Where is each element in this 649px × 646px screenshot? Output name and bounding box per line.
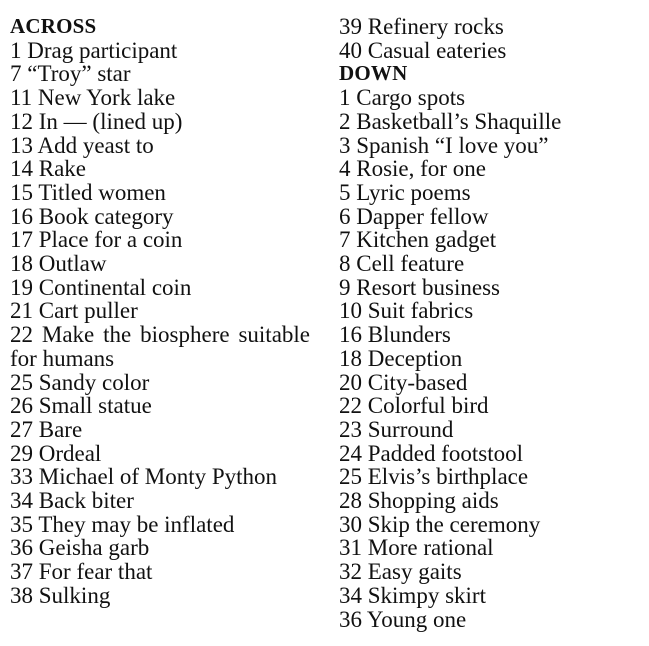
down-clue: 4 Rosie, for one xyxy=(339,156,486,182)
across-clue: 26 Small statue xyxy=(10,393,152,419)
across-clue: 22 Make the biosphere suitable for humans xyxy=(10,322,310,371)
down-clue: 25 Elvis’s birthplace xyxy=(339,464,529,490)
across-clue: 29 Ordeal xyxy=(10,440,102,466)
across-clue: 12 In — (lined up) xyxy=(10,108,183,134)
across-clue: 27 Bare xyxy=(10,416,83,442)
across-clue: 40 Casual eateries xyxy=(339,37,507,63)
down-clue: 32 Easy gaits xyxy=(339,559,462,585)
across-clue: 18 Outlaw xyxy=(10,251,107,277)
across-clue: 16 Book category xyxy=(10,203,174,229)
down-clue: 18 Deception xyxy=(339,345,463,371)
down-clue: 23 Surround xyxy=(339,416,454,442)
across-clue: 1 Drag participant xyxy=(10,37,178,63)
across-clue: 21 Cart puller xyxy=(10,298,138,324)
down-clue: 16 Blunders xyxy=(339,322,451,348)
right-column xyxy=(339,15,639,631)
across-clue: 7 “Troy” star xyxy=(10,61,131,87)
down-clue: 20 City-based xyxy=(339,369,468,395)
down-clue: 24 Padded footstool xyxy=(339,440,523,466)
down-clue: 22 Colorful bird xyxy=(339,393,489,419)
down-clue: 36 Young one xyxy=(339,606,467,632)
across-clue: 38 Sulking xyxy=(10,582,111,608)
down-clue: 5 Lyric poems xyxy=(339,179,471,205)
down-clue: 28 Shopping aids xyxy=(339,488,499,514)
across-clue: 25 Sandy color xyxy=(10,369,150,395)
across-clue: 11 New York lake xyxy=(10,85,176,111)
left-column xyxy=(10,15,310,608)
across-clue: 13 Add yeast to xyxy=(10,132,154,158)
across-clue: 33 Michael of Monty Python xyxy=(10,464,278,490)
down-clue: 10 Suit fabrics xyxy=(339,298,474,324)
down-clue: 3 Spanish “I love you” xyxy=(339,132,549,158)
across-clue: 34 Back biter xyxy=(10,488,134,514)
down-heading: DOWN xyxy=(339,61,408,86)
across-heading: ACROSS xyxy=(10,14,97,38)
across-clue: 39 Refinery rocks xyxy=(339,14,504,39)
down-clue: 2 Basketball’s Shaquille xyxy=(339,108,562,134)
across-clue: 19 Continental coin xyxy=(10,274,192,300)
down-clue: 30 Skip the ceremony xyxy=(339,511,541,537)
across-clue: 15 Titled women xyxy=(10,179,166,205)
across-clue: 14 Rake xyxy=(10,156,87,182)
down-clue: 1 Cargo spots xyxy=(339,85,466,111)
across-clue: 37 For fear that xyxy=(10,559,153,585)
down-clue: 6 Dapper fellow xyxy=(339,203,489,229)
down-clue: 31 More rational xyxy=(339,535,494,561)
down-clue: 9 Resort business xyxy=(339,274,500,300)
across-clue: 17 Place for a coin xyxy=(10,227,183,253)
down-clue: 7 Kitchen gadget xyxy=(339,227,497,253)
down-clue: 8 Cell feature xyxy=(339,251,465,277)
across-clue: 36 Geisha garb xyxy=(10,535,150,561)
across-clue: 35 They may be inflated xyxy=(10,511,235,537)
down-clue: 34 Skimpy skirt xyxy=(339,582,486,608)
